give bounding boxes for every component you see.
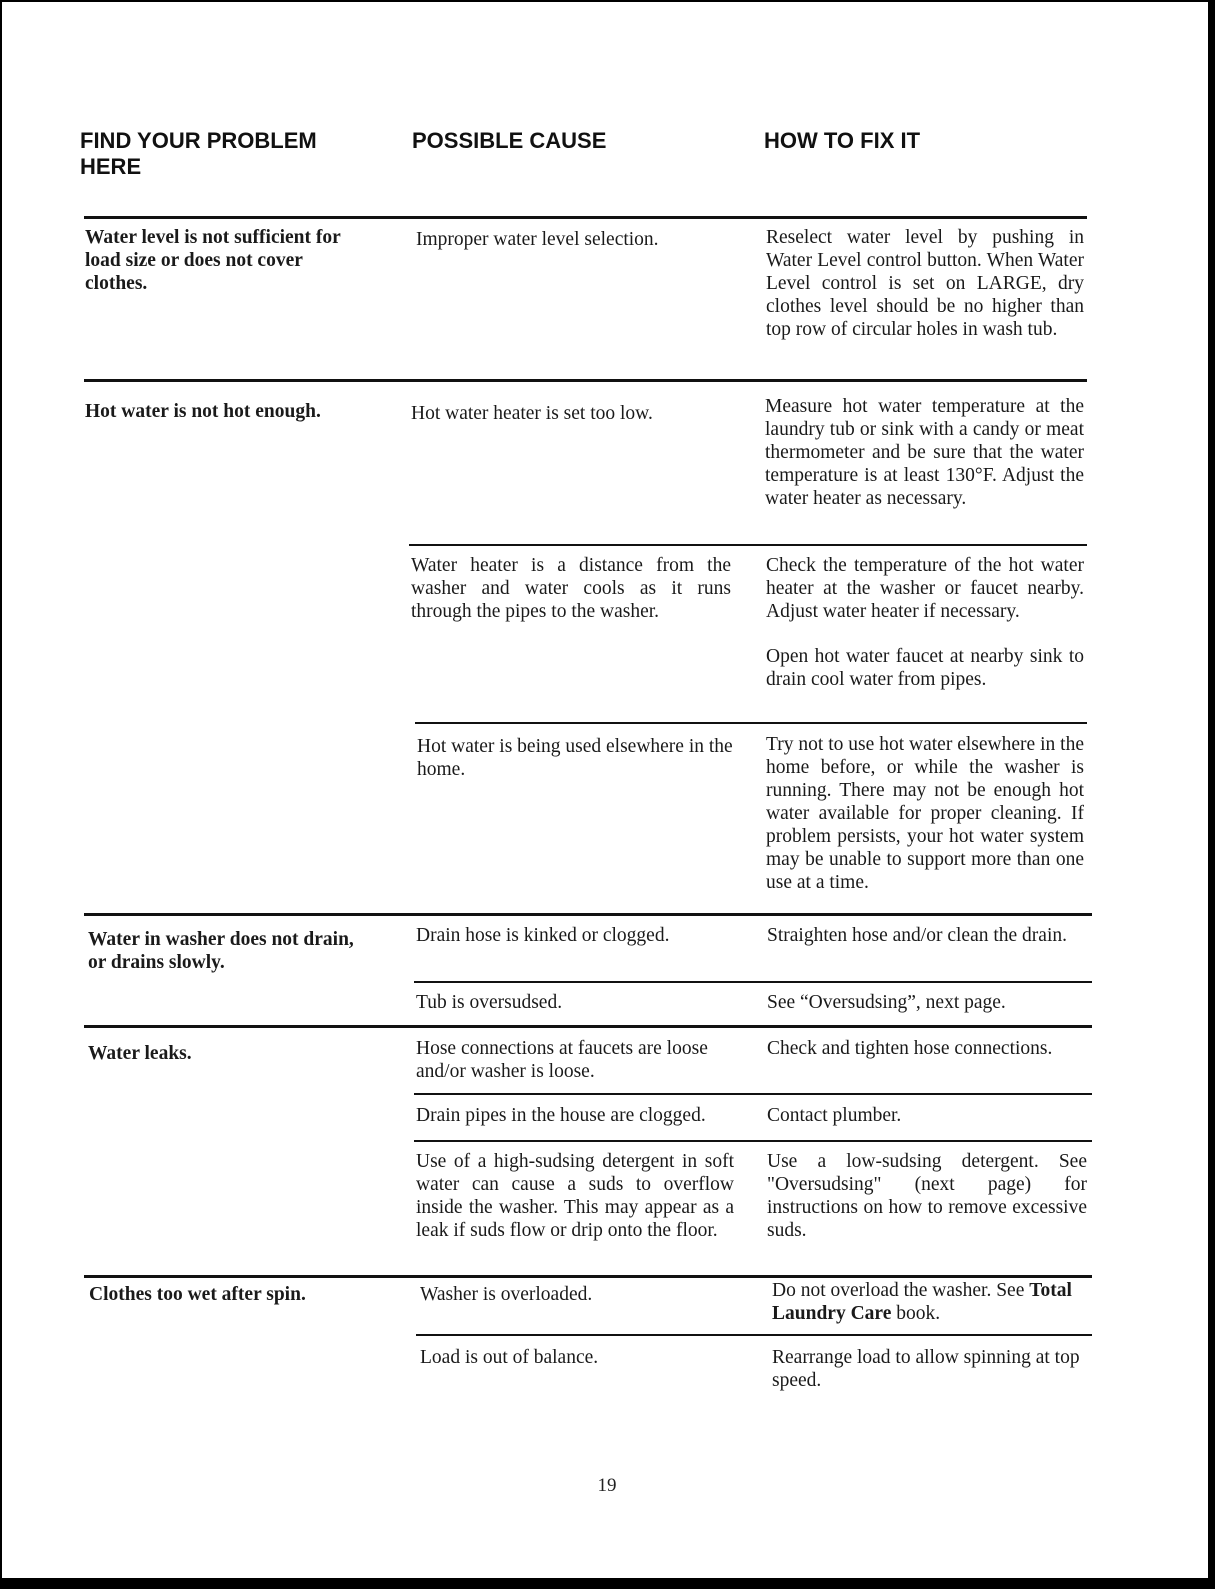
cause-text: Improper water level selection.: [416, 229, 659, 250]
fix-text: Check the temperature of the hot water heater at the washer or faucet nearby. Adjust water heater if necessary. Open hot water faucet at nearby sink to drain cool water from pipes.: [766, 555, 1084, 690]
cause-text: Drain pipes in the house are clogged.: [416, 1105, 706, 1126]
cause-text: Drain hose is kinked or clogged.: [416, 925, 670, 946]
row-divider: [84, 1275, 1092, 1278]
fix-text: Use a low-sudsing detergent. See "Oversudsing" (next page) for instructions on how to remove excessive suds.: [767, 1151, 1087, 1241]
fix-text: Check and tighten hose connections.: [767, 1038, 1053, 1059]
row-divider: [84, 1025, 1092, 1028]
cause-text: Water heater is a distance from the washer and water cools as it runs through the pipes to the washer.: [411, 555, 731, 622]
fix-text: Measure hot water temperature at the laundry tub or sink with a candy or meat thermometer and be sure that the water temperature is at least 130°F. Adjust the water heater as necessary.: [765, 396, 1084, 509]
cause-divider: [415, 722, 1087, 724]
manual-page: [2, 2, 1208, 1578]
row-divider: [84, 216, 1087, 219]
cause-text: Washer is overloaded.: [420, 1284, 593, 1305]
fix-text: Straighten hose and/or clean the drain.: [767, 925, 1067, 946]
cause-divider: [414, 1140, 1092, 1142]
cause-text: Hot water is being used elsewhere in the home.: [417, 736, 733, 780]
cause-divider: [416, 1334, 1092, 1336]
fix-text: Try not to use hot water elsewhere in the home before, or while the washer is running. There may not be enough hot water available for proper cleaning. If problem persists, your hot water system may be unable to support more than one use at a time.: [766, 734, 1084, 893]
problem-text: Water leaks.: [88, 1043, 192, 1064]
fix-lead: Do not overload the washer. See: [772, 1280, 1025, 1301]
problem-text: Hot water is not hot enough.: [85, 401, 321, 422]
cause-text: Hot water heater is set too low.: [411, 403, 653, 424]
cause-divider: [409, 544, 1087, 546]
header-problem: FIND YOUR PROBLEM HERE: [80, 128, 317, 179]
fix-text: See “Oversudsing”, next page.: [767, 992, 1006, 1013]
fix-text: [772, 1279, 1092, 1325]
row-divider: [84, 913, 1092, 916]
problem-text: Water in washer does not drain, or drains slowly.: [88, 929, 354, 973]
cause-divider: [414, 981, 1092, 983]
problem-text: Clothes too wet after spin.: [89, 1284, 306, 1305]
cause-text: Tub is oversudsed.: [416, 992, 563, 1013]
fix-tail: book.: [896, 1303, 941, 1324]
cause-divider: [414, 1093, 1092, 1095]
fix-text: Rearrange load to allow spinning at top speed.: [772, 1347, 1080, 1391]
book-title: Total Laundry Care: [772, 1280, 1072, 1324]
cause-text: Load is out of balance.: [420, 1347, 599, 1368]
cause-text: Hose connections at faucets are loose and/or washer is loose.: [416, 1038, 708, 1082]
fix-text: Contact plumber.: [767, 1105, 902, 1126]
page-number: 19: [597, 1475, 617, 1496]
cause-text: Use of a high-sudsing detergent in soft water can cause a suds to overflow inside the washer. This may appear as a leak if suds flow or drip onto the floor.: [416, 1151, 734, 1241]
problem-text: Water level is not sufficient for load size or does not cover clothes.: [85, 227, 341, 294]
header-cause: POSSIBLE CAUSE: [412, 128, 607, 153]
row-divider: [84, 379, 1087, 382]
header-fix: HOW TO FIX IT: [764, 128, 921, 153]
fix-text: Reselect water level by pushing in Water Level control button. When Water Level control is set on LARGE, dry clothes level should be no higher than top row of circular holes in wash tub.: [766, 227, 1084, 340]
